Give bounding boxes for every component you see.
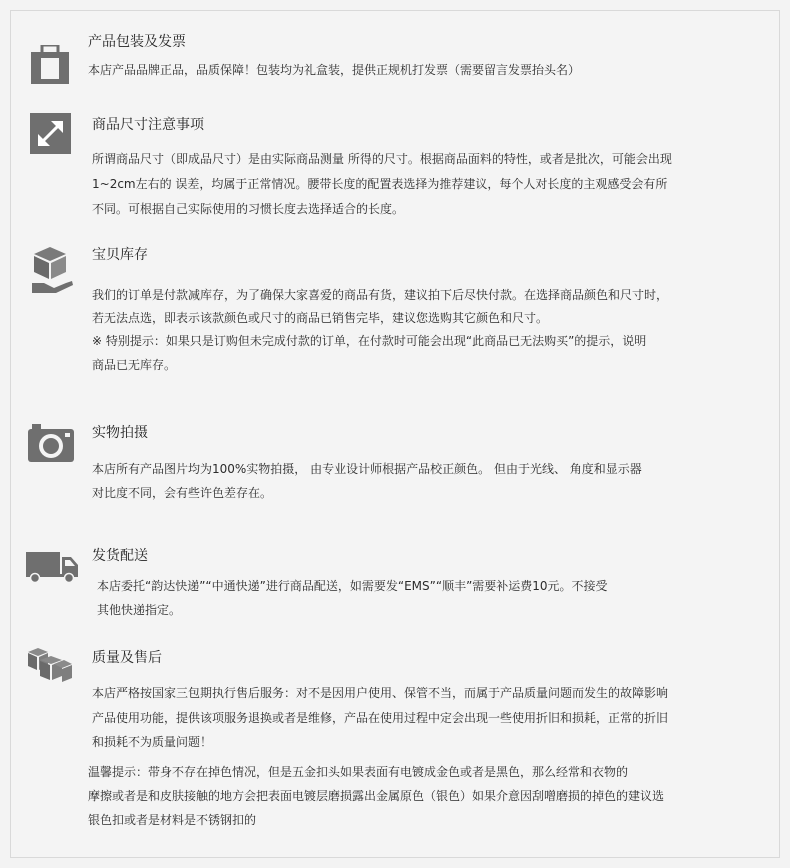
section-text-line: 商品已无库存。 (92, 358, 177, 372)
section-text-line: 其他快递指定。 (97, 603, 182, 617)
section-text-line: ※ 特别提示：如果只是订购但未完成付款的订单，在付款时可能会出现“此商品已无法购买”的提示，说明 (92, 334, 647, 348)
resize-arrow-icon (30, 113, 71, 154)
section-title: 质量及售后 (92, 650, 162, 666)
section-text: 本店产品品牌正品，品质保障！包装均为礼盒装，提供正规机打发票（需要留言发票抬头名） (88, 63, 581, 77)
boxes-icon (26, 646, 74, 684)
shopping-bag-icon (30, 45, 70, 85)
section-text-line: 不同。可根据自己实际使用的习惯长度去选择适合的长度。 (92, 202, 405, 216)
section-text-line: 本店所有产品图片均为100%实物拍摄， 由专业设计师根据产品校正颜色。 但由于光线、 角度和显示器 (92, 462, 642, 476)
section-title: 实物拍摄 (92, 425, 148, 441)
section-title: 宝贝库存 (92, 247, 148, 263)
section-text-line: 本店严格按国家三包期执行售后服务：对不是因用户使用、保管不当，而属于产品质量问题而发生的故障影响 (92, 686, 669, 700)
section-title: 产品包装及发票 (88, 34, 186, 50)
section-note-line: 摩擦或者是和皮肤接触的地方会把表面电镀层磨损露出金属原色（银色）如果介意因刮噌磨损的掉色的建议选 (88, 789, 665, 803)
box-in-hand-icon (30, 245, 76, 295)
section-title: 商品尺寸注意事项 (92, 117, 204, 133)
section-text-line: 本店委托“韵达快递”“中通快递”进行商品配送，如需要发“EMS”“顺丰”需要补运费10元。不接受 (97, 579, 608, 593)
section-text-line: 对比度不同，会有些许色差存在。 (92, 486, 273, 500)
section-text-line: 所谓商品尺寸（即成品尺寸）是由实际商品测量 所得的尺寸。根据商品面料的特性，或者是批次，可能会出现 (92, 152, 672, 166)
section-text-line: 若无法点选，即表示该款颜色或尺寸的商品已销售完毕，建议您选购其它颜色和尺寸。 (92, 311, 549, 325)
section-text-line: 产品使用功能，提供该项服务退换或者是维修，产品在使用过程中定会出现一些使用折旧和损耗，正常的折旧 (92, 711, 669, 725)
section-text-line: 和损耗不为质量问题！ (92, 735, 213, 749)
section-text-line: 我们的订单是付款减库存，为了确保大家喜爱的商品有货，建议拍下后尽快付款。在选择商品颜色和尺寸时， (92, 288, 669, 302)
camera-icon (28, 424, 74, 462)
section-text-line: 1~2cm左右的 误差，均属于正常情况。腰带长度的配置表选择为推荐建议，每个人对长度的主观感受会有所 (92, 177, 668, 191)
delivery-truck-icon (26, 552, 79, 583)
section-note-line: 温馨提示：带身不存在掉色情况，但是五金扣头如果表面有电镀成金色或者是黑色，那么经常和衣物的 (88, 765, 629, 779)
section-note-line: 银色扣或者是材料是不锈钢扣的 (88, 813, 257, 827)
section-title: 发货配送 (92, 548, 148, 564)
